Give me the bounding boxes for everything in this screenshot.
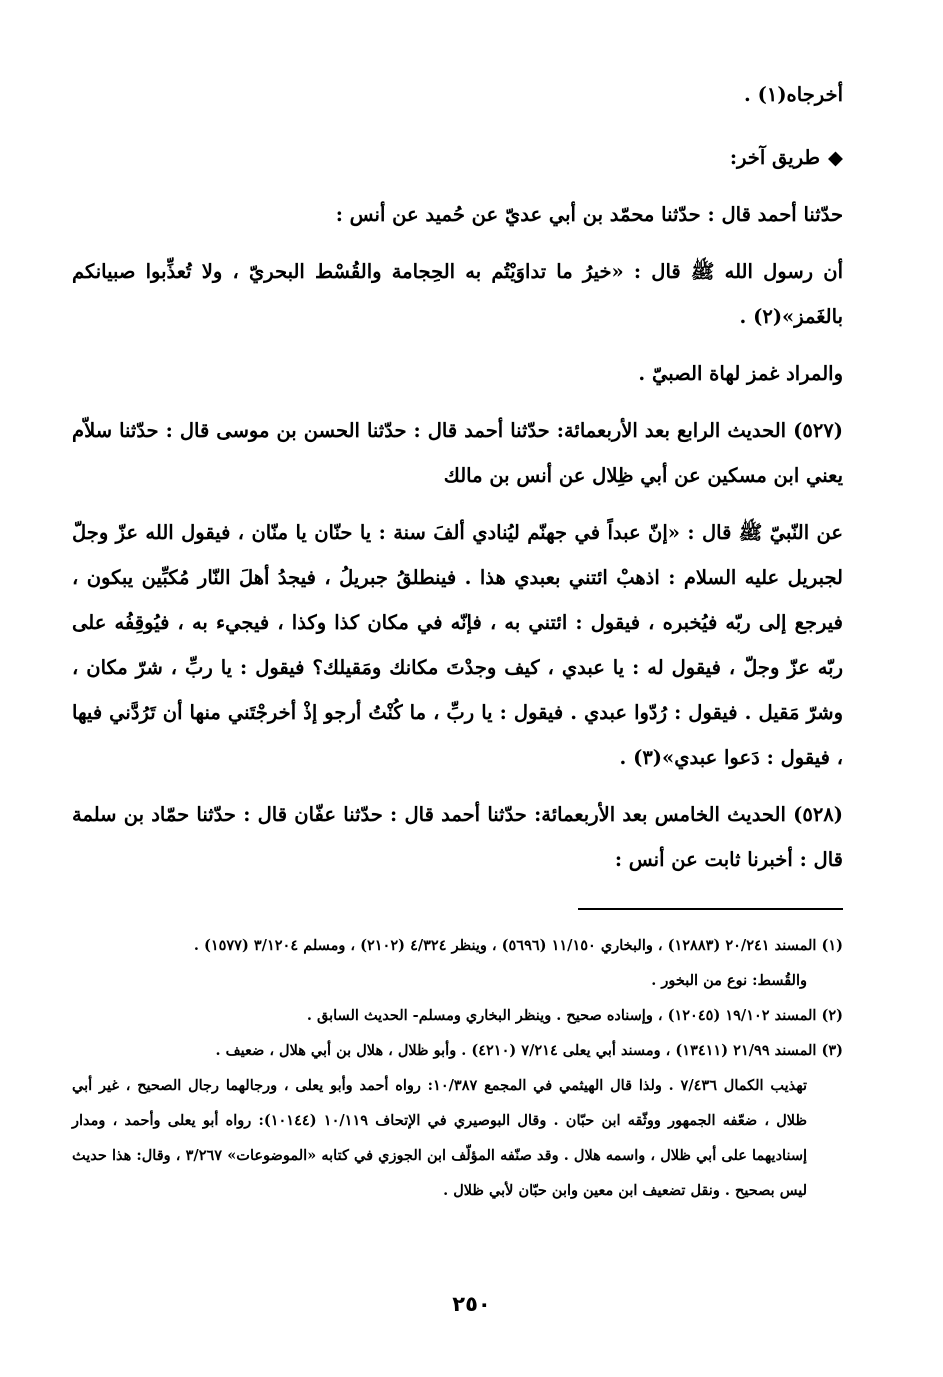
footnote-2: (٢) المسند ١٩/١٠٢ (١٢٠٤٥) ، وإسناده صحيح . وينظر البخاري ومسلم- الحديث السابق . [306, 1007, 843, 1024]
footnote-separator [578, 908, 843, 910]
page-number: ٢٥٠ [452, 1292, 491, 1316]
paragraph-hadith-text-1: أن رسول الله ﷺ قال : «خيرُ ما تداوَيْتُم به الحِجامة والقُسْط البحريّ ، ولا تُعذِّبوا صبيانكم بالغَمز»(٢) . [72, 260, 843, 328]
paragraph-hadith-527 [72, 408, 843, 498]
paragraph-hadith-528 [72, 792, 843, 882]
footnote-1-note: والقُسط: نوع من البخور . [651, 972, 807, 989]
footnote-1: (١) المسند ٢٠/٢٤١ (١٢٨٨٣) ، والبخاري ١١/١٥٠ (٥٦٩٦) ، وينظر ٤/٣٢٤ (٢١٠٢) ، ومسلم ٣/١٢٠٤ (١٥٧٧) . [193, 937, 843, 954]
footnote-3: (٣) المسند ٢١/٩٩ (١٣٤١١) ، ومسند أبي يعلى ٧/٢١٤ (٤٢١٠) . وأبو ظلال ، هلال بن أبي هلال ، ضعيف . [215, 1042, 843, 1059]
diamond-bullet-icon: ◆ [828, 146, 843, 169]
hadith-527-title: (٥٢٧) الحديث الرابع بعد الأربعمائة: [556, 419, 843, 442]
hadith-528-title: (٥٢٨) الحديث الخامس بعد الأربعمائة: [534, 803, 843, 826]
paragraph-isnad-1: حدّثنا أحمد قال : حدّثنا محمّد بن أبي عديّ عن حُميد عن أنس : [335, 203, 843, 226]
section-heading-another-route [72, 135, 843, 180]
paragraph-takhrij: أخرجاه(١) . [744, 83, 843, 106]
hadith-528-isnad: حدّثنا أحمد قال : حدّثنا عفّان قال : حدّثنا حمّاد بن سلمة قال : أخبرنا ثابت عن أنس : [72, 803, 843, 871]
paragraph-hadith-527-text: عن النّبيّ ﷺ قال : «إنّ عبداً في جهنّم ليُنادي ألفَ سنة : يا حنّان يا منّان ، فيقول الله عزّ وجلّ لجبريل عليه السلام : اذهبْ ائتني بعبدي هذا . فينطلقُ جبريلُ ، فيجدُ أهلَ النّار مُكبِّين يبكون ، فيرجع إلى ربّه فيُخبره ، فيقول : ائتني به ، فإنّه في مكان كذا وكذا ، فيجيء به ، فيُوقِفُه على ربّه عزّ وجلّ ، فيقول له : يا عبدي ، كيف وجدْتَ مكانك ومَقيلك؟ فيقول : يا ربِّ ، شرّ مكان ، وشرّ مَقيل . فيقول : رُدّوا عبدي . فيقول : يا ربِّ ، ما كُنْتُ أرجو إذْ أخرجْتَني منها أن تَرُدَّني فيها ، فيقول : دَعوا عبدي»(٣) . [72, 521, 843, 769]
section-heading-text: طريق آخر: [729, 146, 820, 169]
hadith-527-isnad: حدّثنا أحمد قال : حدّثنا الحسن بن موسى قال : حدّثنا سلاّم يعني ابن مسكين عن أبي ظِلال عن أنس بن مالك [72, 419, 843, 487]
footnote-3-continuation: تهذيب الكمال ٧/٤٣٦ . ولذا قال الهيثمي في المجمع ١٠/٣٨٧: رواه أحمد وأبو يعلى ، ورجالهما رجال الصحيح ، غير أبي ظلال ، ضعّفه الجمهور ووثّقه ابن حبّان . وقال البوصيري في الإتحاف ١٠/١١٩ (١٠١٤٤): رواه أبو يعلى وأحمد ، ومدار إسناديهما على أبي ظلال ، واسمه هلال . وقد صنّفه المؤلّف ابن الجوزي في كتابه «الموضوعات» ٣/٢٦٧ ، وقال: هذا حديث ليس بصحيح . ونقل تضعيف ابن معين وابن حبّان لأبي ظلال . [72, 1077, 807, 1199]
paragraph-explanation: والمراد غمز لهاة الصبيّ . [638, 362, 843, 385]
